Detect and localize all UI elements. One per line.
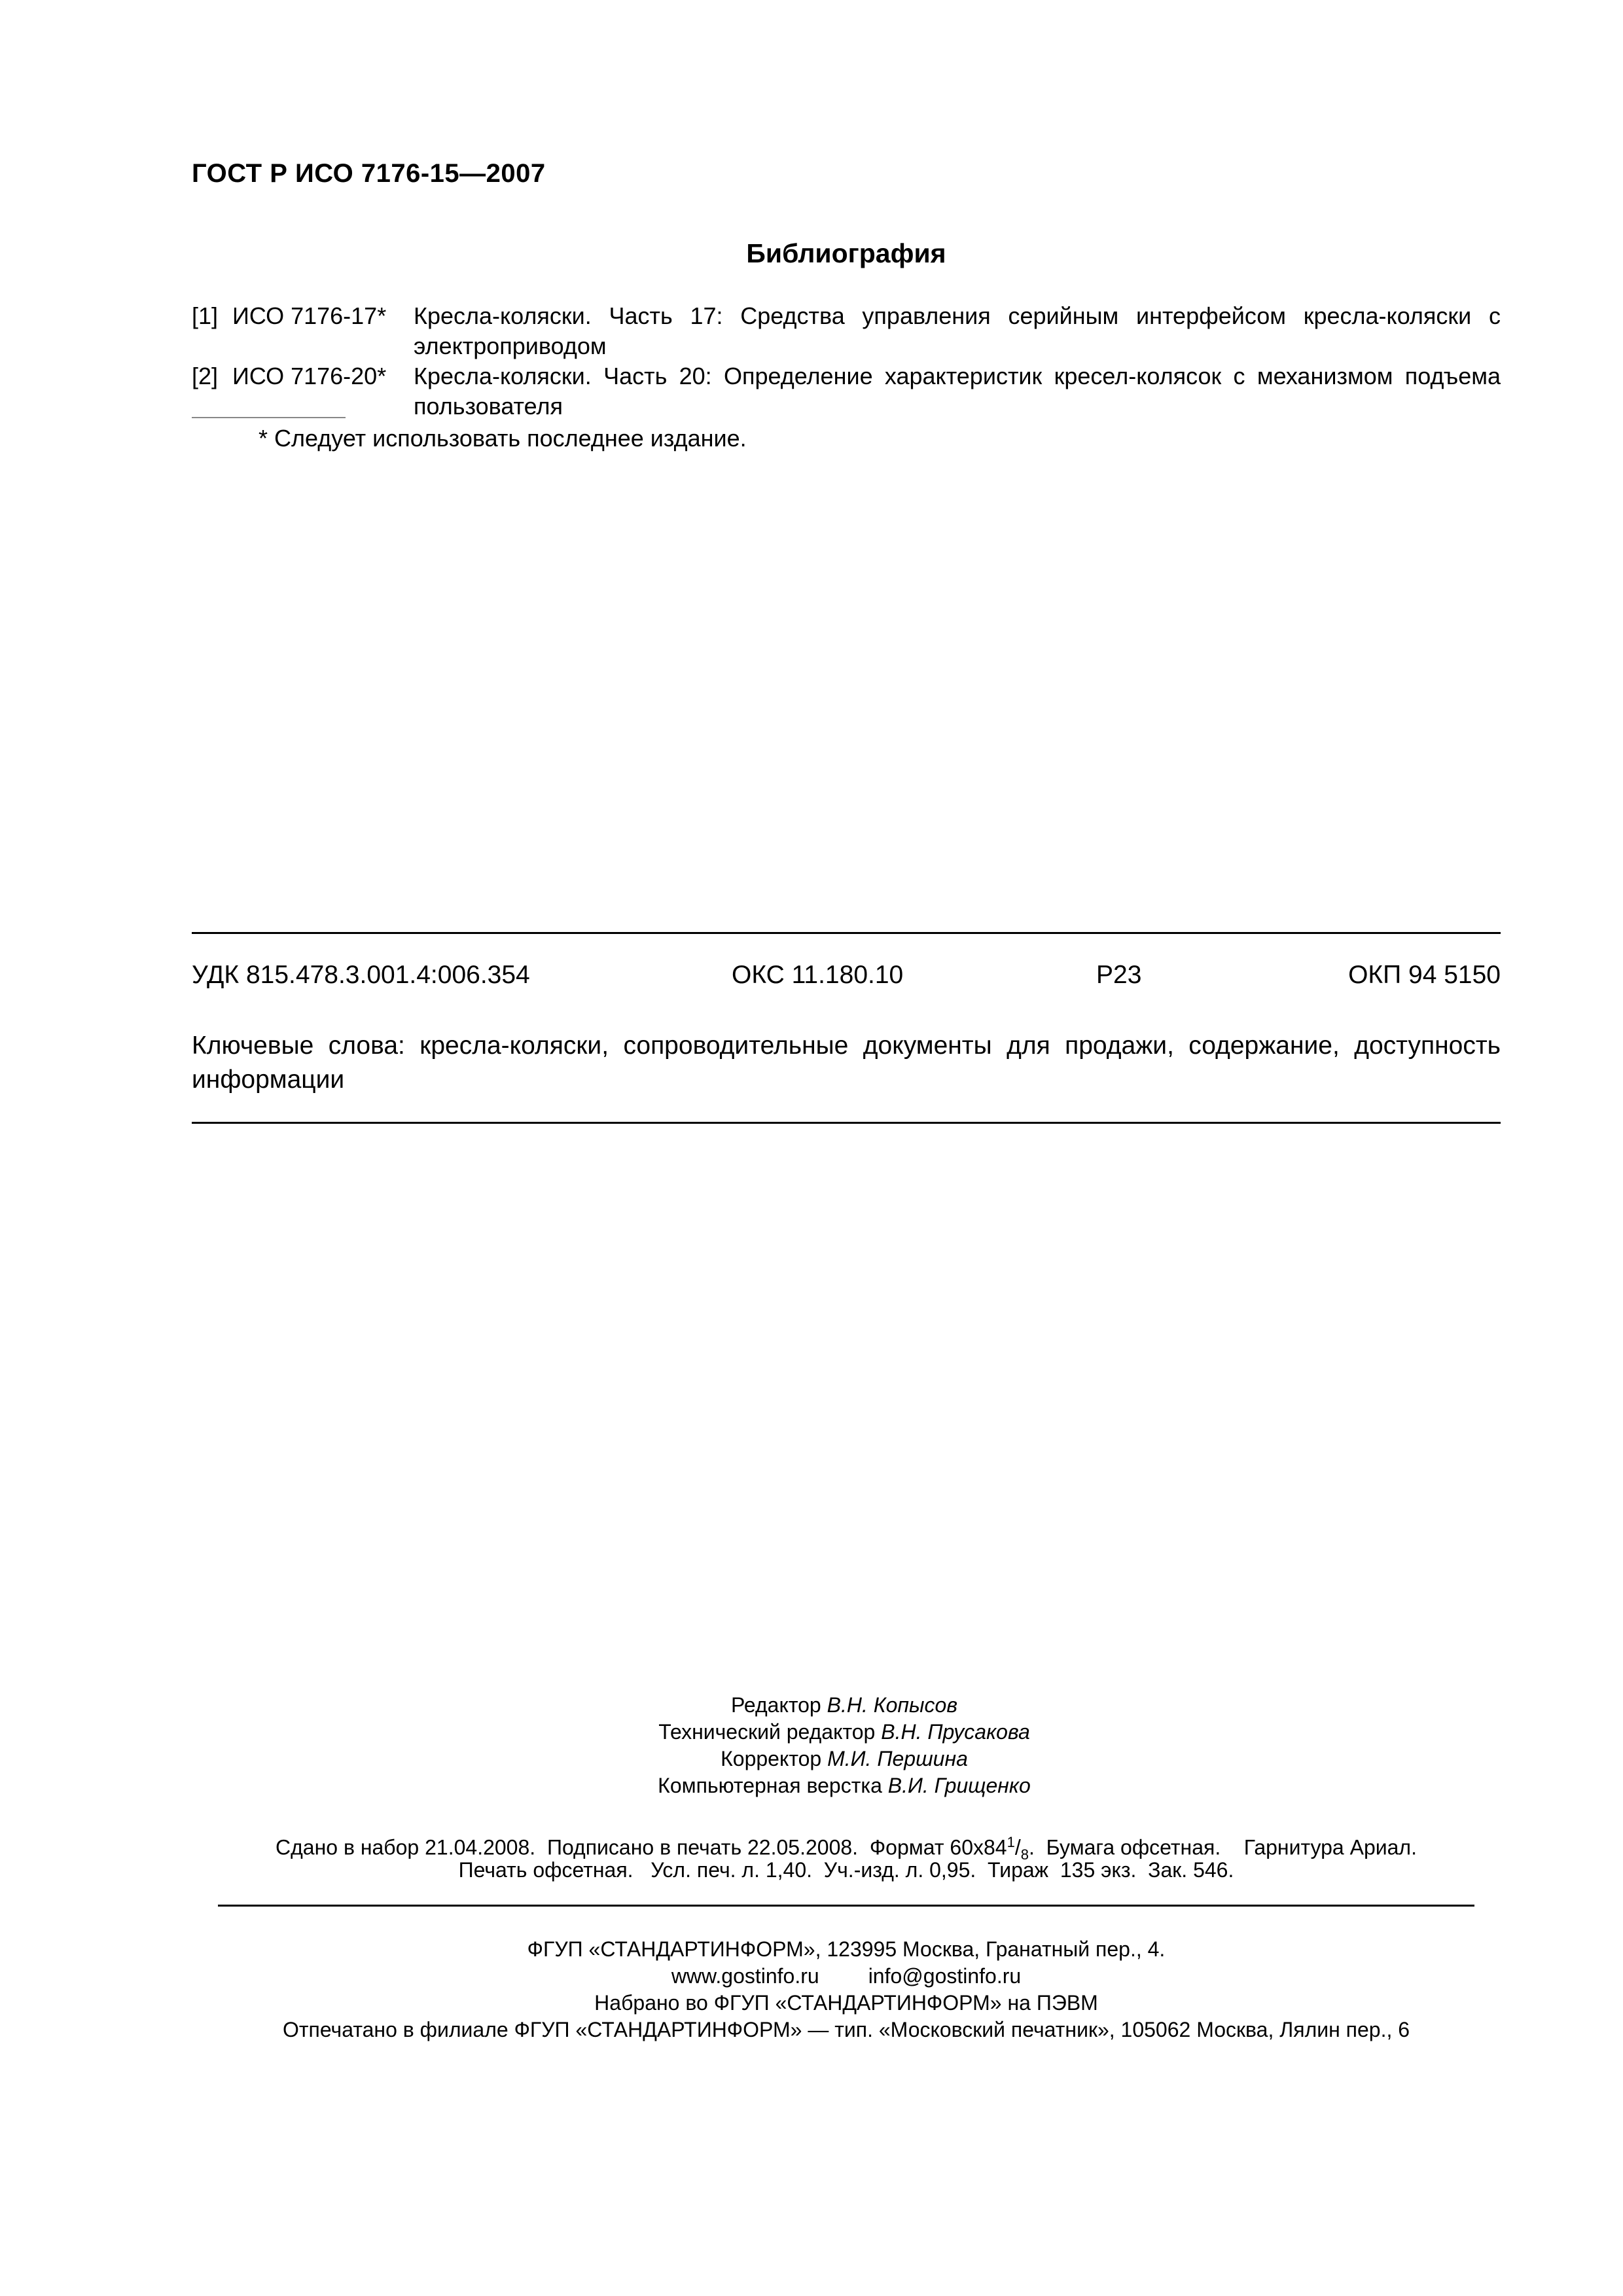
staff-role: Корректор bbox=[721, 1747, 822, 1770]
publisher-typeset: Набрано во ФГУП «СТАНДАРТИНФОРМ» на ПЭВМ bbox=[594, 1991, 1098, 2015]
oks-code: ОКС 11.180.10 bbox=[732, 961, 904, 989]
footnote-divider bbox=[192, 417, 346, 418]
udk-code: УДК 815.478.3.001.4:006.354 bbox=[192, 961, 530, 989]
format-subscript: 8 bbox=[1020, 1846, 1029, 1863]
group-code: Р23 bbox=[1096, 961, 1142, 989]
staff-tech-editor bbox=[393, 1719, 1296, 1746]
entry-number: [1] bbox=[192, 302, 219, 329]
publisher-contacts bbox=[192, 1963, 1501, 1990]
keywords: Ключевые слова: кресла-коляски, сопроводительные документы для продажи, содержание, доступность информации bbox=[192, 1031, 1501, 1094]
staff-role: Компьютерная верстка bbox=[658, 1774, 882, 1797]
staff-name: В.И. Грищенко bbox=[887, 1774, 1031, 1797]
entry-text: Кресла-коляски. Часть 20: Определение характеристик кресел-колясок с механизмом подъема пользователя bbox=[414, 363, 1501, 420]
bibliography-title: Библиография bbox=[746, 238, 946, 268]
classification-row bbox=[192, 961, 1501, 994]
staff-name: В.Н. Прусакова bbox=[881, 1720, 1030, 1744]
bibliography-entry bbox=[192, 361, 1501, 422]
staff-editor bbox=[393, 1692, 1296, 1719]
keywords-bottom-rule bbox=[192, 1122, 1501, 1124]
entry-number: [2] bbox=[192, 363, 219, 389]
publisher-rule bbox=[218, 1905, 1474, 1907]
staff-layout bbox=[393, 1772, 1296, 1799]
publication-line-1: Сдано в набор 21.04.2008. Подписано в печать 22.05.2008. Формат $60x84^1/_8$. Бумага офсетная. Гарнитура Ариал. bbox=[276, 1834, 1417, 1863]
staff-name: В.Н. Копысов bbox=[827, 1693, 958, 1717]
format-superscript: 1 bbox=[1007, 1834, 1015, 1850]
publication-line-2: Печать офсетная. Усл. печ. л. 1,40. Уч.-изд. л. 0,95. Тираж 135 экз. Зак. 546. bbox=[458, 1858, 1234, 1882]
publisher-website: www.gostinfo.ru bbox=[671, 1964, 819, 1988]
publication-paper: . Бумага офсетная. Гарнитура Ариал. bbox=[1028, 1835, 1417, 1859]
publisher-address: ФГУП «СТАНДАРТИНФОРМ», 123995 Москва, Гранатный пер., 4. bbox=[527, 1937, 1166, 1961]
publisher-printed: Отпечатано в филиале ФГУП «СТАНДАРТИНФОРМ» — тип. «Московский печатник», 105062 Москва, Лялин пер., 6 bbox=[282, 2018, 1410, 2041]
publication-dates: Сдано в набор 21.04.2008. Подписано в печать 22.05.2008. Формат 60x84 bbox=[276, 1835, 1007, 1859]
entry-code: ИСО 7176-20* bbox=[232, 363, 387, 389]
entry-code: ИСО 7176-17* bbox=[232, 302, 387, 329]
okp-code: ОКП 94 5150 bbox=[1348, 961, 1501, 989]
staff-role: Редактор bbox=[730, 1693, 821, 1717]
bibliography-entry bbox=[192, 301, 1501, 361]
staff-name: М.И. Першина bbox=[827, 1747, 968, 1770]
entry-text: Кресла-коляски. Часть 17: Средства управления серийным интерфейсом кресла-коляски с электроприводом bbox=[414, 302, 1501, 359]
footnote: * Следует использовать последнее издание. bbox=[259, 425, 747, 452]
staff-proofreader bbox=[393, 1746, 1296, 1772]
standard-code: ГОСТ Р ИСО 7176-15—2007 bbox=[192, 159, 546, 188]
staff-role: Технический редактор bbox=[658, 1720, 876, 1744]
classification-top-rule bbox=[192, 932, 1501, 934]
publisher-email: info@gostinfo.ru bbox=[868, 1964, 1022, 1988]
